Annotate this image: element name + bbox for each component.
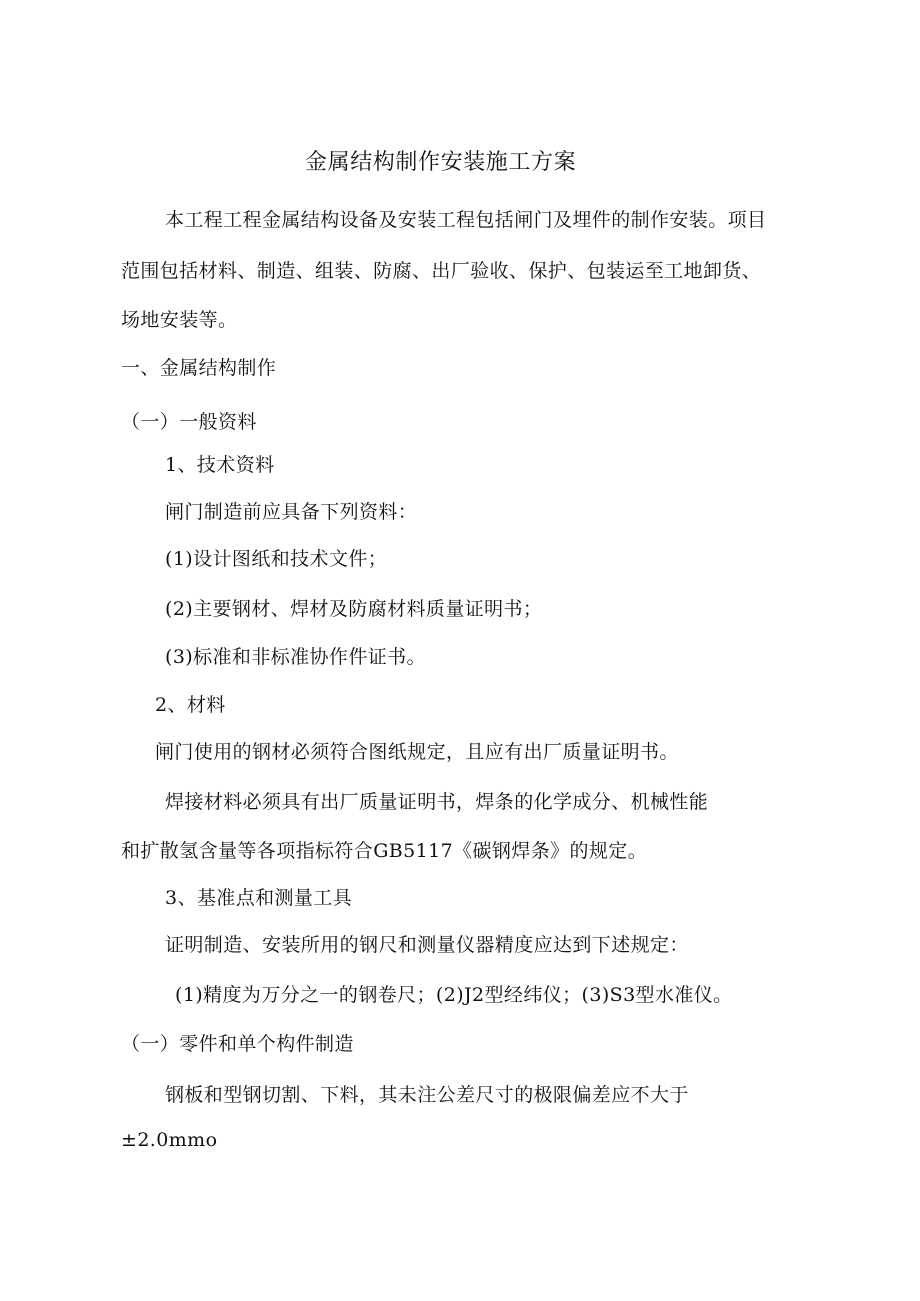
survey-spec: (1)精度为万分之一的钢卷尺；(2)J2型经纬仪；(3)S3型水准仪。 <box>175 984 733 1006</box>
parts-para-line-2: ±2.0mmo <box>121 1129 218 1151</box>
materials-para-2-line-2: 和扩散氢含量等各项指标符合GB5117《碳钢焊条》的规定。 <box>121 840 648 862</box>
item-heading-survey: 3、基准点和测量工具 <box>165 887 353 909</box>
parts-para-line-1: 钢板和型钢切割、下料，其未注公差尺寸的极限偏差应不大于 <box>165 1084 689 1106</box>
tech-docs-list-item-3: (3)标准和非标准协作件证书。 <box>165 646 426 668</box>
intro-line-1: 本工程工程金属结构设备及安装工程包括闸门及埋件的制作安装。项目 <box>165 209 767 231</box>
materials-para-2-line-1: 焊接材料必须具有出厂质量证明书，焊条的化学成分、机械性能 <box>165 791 709 813</box>
document-title: 金属结构制作安装施工方案 <box>305 150 577 175</box>
tech-docs-list-item-1: (1)设计图纸和技术文件； <box>165 548 388 570</box>
section-heading: 一、金属结构制作 <box>121 357 277 379</box>
tech-docs-list-item-2: (2)主要钢材、焊材及防腐材料质量证明书； <box>165 598 543 620</box>
materials-para-1: 闸门使用的钢材必须符合图纸规定，且应有出厂质量证明书。 <box>155 741 679 763</box>
survey-lead: 证明制造、安装所用的钢尺和测量仪器精度应达到下述规定： <box>165 934 689 956</box>
item-heading-materials: 2、材料 <box>155 694 226 716</box>
tech-docs-lead: 闸门制造前应具备下列资料： <box>165 501 418 523</box>
item-heading-tech-docs: 1、技术资料 <box>165 454 275 476</box>
intro-line-3: 场地安装等。 <box>121 309 238 331</box>
intro-line-2: 范围包括材料、制造、组装、防腐、出厂验收、保护、包装运至工地卸货、 <box>121 260 762 282</box>
subsection-heading-general: （一）一般资料 <box>121 411 257 433</box>
subsection-heading-parts: （一）零件和单个构件制造 <box>121 1033 354 1055</box>
